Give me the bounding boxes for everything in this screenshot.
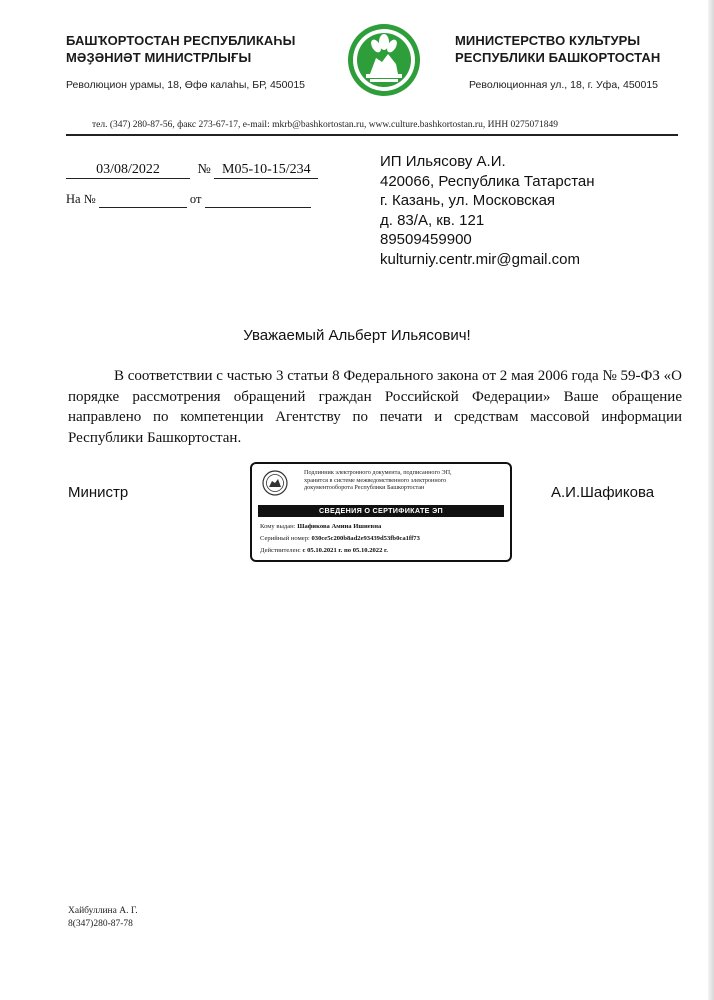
stamp-validity <box>260 547 388 554</box>
reference-line <box>66 192 311 208</box>
executor-phone: 8(347)280-87-78 <box>68 919 133 929</box>
signatory-title: Министр <box>68 484 129 501</box>
reference-label: На № <box>66 192 96 206</box>
header-divider <box>66 134 678 136</box>
recipient-line4: д. 83/А, кв. 121 <box>380 211 485 229</box>
header-right-line1: МИНИСТЕРСТВО КУЛЬТУРЫ <box>455 33 641 48</box>
header-left-line2: МӘҘӘНИӘТ МИНИСТРЛЫҒЫ <box>66 50 252 65</box>
header-left-line1: БАШҠОРТОСТАН РЕСПУБЛИКАҺЫ <box>66 33 296 48</box>
reference-date-blank <box>205 192 311 208</box>
executor-name: Хайбуллина А. Г. <box>68 906 138 916</box>
stamp-emblem-icon <box>262 470 288 496</box>
recipient-phone: 89509459900 <box>380 231 472 248</box>
recipient-line1: ИП Ильясову А.И. <box>380 153 506 170</box>
stamp-note-line2: хранится в системе межведомственного электронного <box>304 476 447 484</box>
stamp-certificate-header: СВЕДЕНИЯ О СЕРТИФИКАТЕ ЭП <box>258 505 504 517</box>
stamp-issued-to-value: Шафикова Амина Ишиевна <box>297 523 382 530</box>
registration-line <box>66 162 318 179</box>
stamp-validity-label: Действителен: <box>260 547 301 554</box>
stamp-note-line1: Подлинник электронного документа, подписанного ЭП, <box>304 469 452 476</box>
address-left: Революцион урамы, 18, Өфө калаһы, БР, 450015 <box>66 79 306 91</box>
stamp-note <box>304 469 504 492</box>
stamp-serial-label: Серийный номер: <box>260 535 310 542</box>
recipient-line2: 420066, Республика Татарстан <box>380 172 595 190</box>
stamp-serial <box>260 535 420 542</box>
signatory-name: А.И.Шафикова <box>551 484 655 501</box>
header-right-line2: РЕСПУБЛИКИ БАШКОРТОСТАН <box>455 50 661 65</box>
registration-number-sign: № <box>197 162 211 177</box>
electronic-signature-stamp <box>250 462 512 562</box>
stamp-serial-value: 030ce5c200b8ad2e93439d53fb0ca1ff73 <box>311 535 420 542</box>
executor-block <box>68 905 138 931</box>
reference-number-blank <box>99 192 187 208</box>
recipient-line3: г. Казань, ул. Московская <box>380 192 556 209</box>
reference-from-label: от <box>189 192 202 206</box>
salutation: Уважаемый Альберт Ильясович! <box>243 327 471 344</box>
page-edge-shadow <box>708 0 714 1000</box>
recipient-email: kulturniy.centr.mir@gmail.com <box>380 250 580 268</box>
recipient-block <box>380 152 595 269</box>
stamp-issued-to <box>260 523 381 530</box>
header-left-block <box>66 32 295 66</box>
address-right: Революционная ул., 18, г. Уфа, 450015 <box>469 79 659 91</box>
registration-date: 03/08/2022 <box>66 162 190 179</box>
registration-number: М05-10-15/234 <box>214 162 318 179</box>
letter-body: В соответствии с частью 3 статьи 8 Федерального закона от 2 мая 2006 года № 59-ФЗ «О порядке рассмотрения обращений граждан Российской Федерации» Ваше обращение направлено по компетенции Агентству по печати и средствам массовой информации Республики Башкортостан. <box>68 368 682 446</box>
stamp-note-line3: документооборота Республики Башкортостан <box>304 484 425 492</box>
stamp-validity-value: с 05.10.2021 г. по 05.10.2022 г. <box>302 547 388 554</box>
bashkortostan-emblem-icon <box>346 22 422 98</box>
header-right-block <box>455 32 660 66</box>
stamp-issued-to-label: Кому выдан: <box>260 523 296 530</box>
contacts-line: тел. (347) 280-87-56, факс 273-67-17, e-mail: mkrb@bashkortostan.ru, www.culture.bashkortostan.ru, ИНН 0275071849 <box>92 120 559 130</box>
